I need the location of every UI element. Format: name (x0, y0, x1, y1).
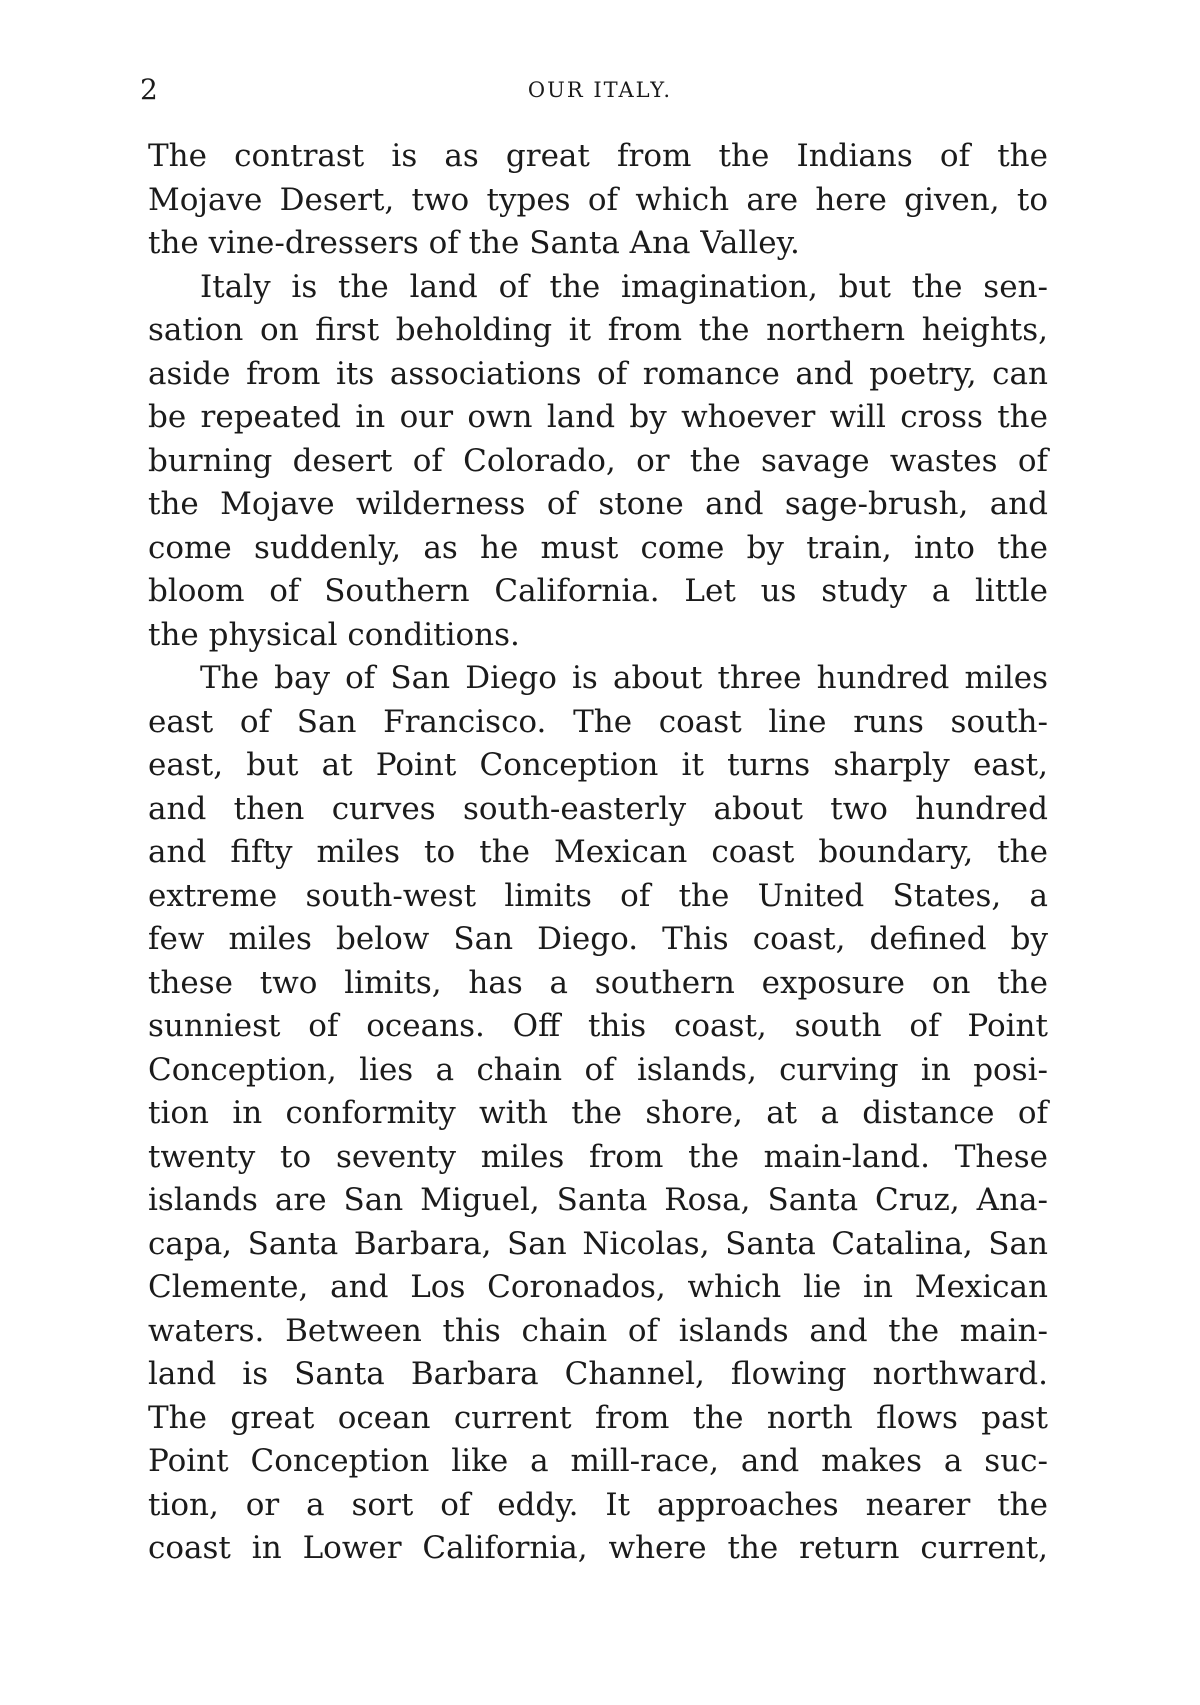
text-line: these two limits, has a southern exposure on the (148, 964, 1048, 1001)
text-line: Mojave Desert, two types of which are here given, to (148, 181, 1048, 218)
running-title: OUR ITALY. (527, 78, 673, 102)
text-line: and fifty miles to the Mexican coast boundary, the (148, 834, 1048, 870)
text-line: Clemente, and Los Coronados, which lie in Mexican (148, 1269, 1048, 1305)
text-line: tion in conformity with the shore, at a distance of (148, 1095, 1048, 1131)
text-line: land is Santa Barbara Channel, flowing northward. (148, 1356, 1048, 1392)
page-number: 2 (140, 73, 158, 106)
text-line: aside from its associations of romance and poetry, can (148, 355, 1048, 392)
text-line: bloom of Southern California. Let us study a little (148, 573, 1048, 609)
text-line: burning desert of Colorado, or the savage wastes of (148, 442, 1048, 479)
text-line: the Mojave wilderness of stone and sage-brush, and (148, 486, 1048, 522)
text-line: sunniest of oceans. Off this coast, south of Point (148, 1008, 1048, 1044)
text-line: be repeated in our own land by whoever will cross the (148, 399, 1048, 435)
text-line: few miles below San Diego. This coast, defined by (148, 921, 1048, 957)
text-line: east of San Francisco. The coast line runs south- (148, 703, 1048, 740)
text-line: capa, Santa Barbara, San Nicolas, Santa Catalina, San (148, 1225, 1048, 1262)
text-line: sation on first beholding it from the northern heights, (148, 312, 1048, 348)
text-line: come suddenly, as he must come by train, into the (148, 529, 1048, 566)
text-line: twenty to seventy miles from the main-land. These (148, 1138, 1048, 1175)
text-line: The great ocean current from the north flows past (148, 1399, 1048, 1436)
body-text (148, 135, 1048, 1571)
text-line: The bay of San Diego is about three hundred miles (200, 660, 1048, 696)
text-line: east, but at Point Conception it turns sharply east, (148, 747, 1048, 783)
text-line: coast in Lower California, where the return current, (148, 1530, 1048, 1566)
text-line: tion, or a sort of eddy. It approaches nearer the (148, 1486, 1048, 1523)
text-line: Italy is the land of the imagination, but the sen- (200, 268, 1048, 305)
text-line: Conception, lies a chain of islands, curving in posi- (148, 1051, 1048, 1088)
text-line: The contrast is as great from the Indians of the (148, 138, 1048, 174)
text-line: and then curves south-easterly about two hundred (148, 790, 1048, 827)
text-line: the vine-dressers of the Santa Ana Valley. (148, 225, 800, 261)
text-line: Point Conception like a mill-race, and makes a suc- (148, 1443, 1048, 1479)
text-line: extreme south-west limits of the United States, a (148, 877, 1048, 914)
text-line: islands are San Miguel, Santa Rosa, Santa Cruz, Ana- (148, 1182, 1048, 1218)
text-line: waters. Between this chain of islands and the main- (148, 1312, 1048, 1349)
running-head (140, 70, 1060, 110)
text-line: the physical conditions. (148, 616, 520, 653)
